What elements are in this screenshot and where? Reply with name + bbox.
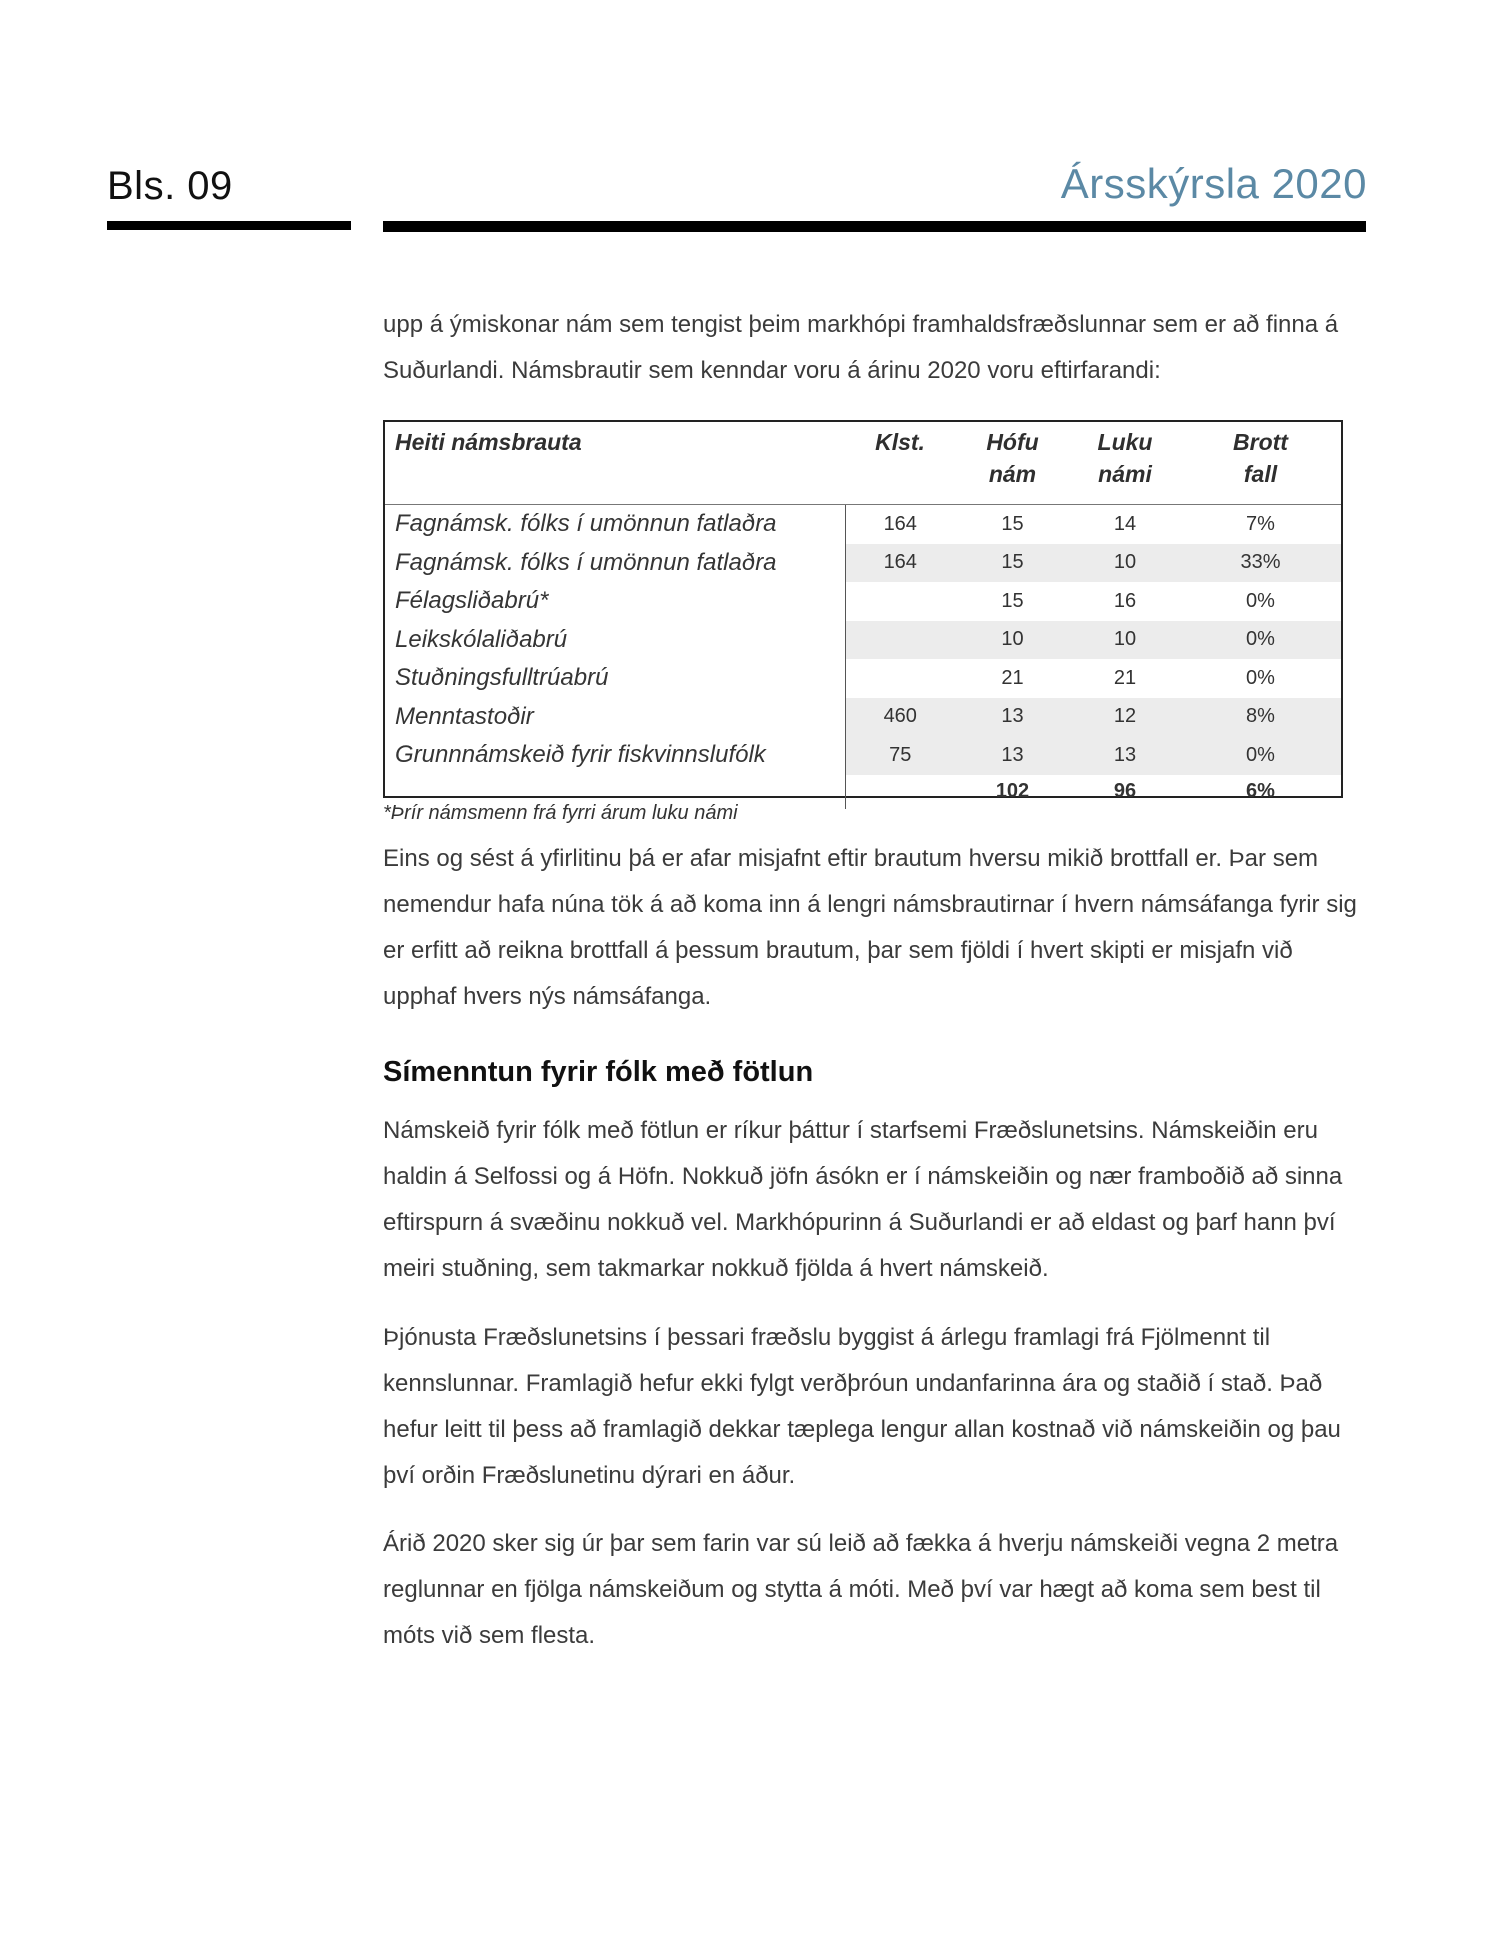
course-name: Leikskólaliðabrú [385,621,845,660]
table-row [385,736,1341,775]
header-rule-left [107,221,351,230]
header-dropout-line1: Brott [1233,429,1288,455]
course-name: Grunnnámskeið fyrir fiskvinnslufólk [385,736,845,775]
table-row [385,659,1341,698]
table-row [385,544,1341,583]
paragraph-text: Námskeið fyrir fólk með fötlun er ríkur þáttur í starfsemi Fræðslunetsins. Námskeiðin eru haldin á Selfossi og á Höfn. Nokkuð jöfn ásókn er í námskeiðin og nær framboðið að sinna eftirspurn á svæðinu nokkuð vel. Markhópurinn á Suðurlandi er að eldast og þarf hann því meiri stuðning, sem takmarkar nokkuð fjölda á hvert námskeið. [383,1117,1343,1282]
course-completed: 10 [1070,544,1180,583]
table-row [385,505,1341,544]
courses-table [383,420,1343,802]
course-dropout: 0% [1246,589,1275,612]
total-hours [845,775,955,809]
section-heading: Símenntun fyrir fólk með fötlun [383,1056,814,1088]
course-hours [845,659,955,698]
course-name: Fagnámsk. fólks í umönnun fatlaðra [385,505,845,544]
total-started: 102 [995,780,1030,802]
course-completed: 10 [1070,621,1180,660]
header-rule-right [383,221,1366,232]
course-started: 15 [1001,512,1024,535]
header-completed-line1: Luku [1097,429,1153,455]
course-hours [845,582,955,621]
course-started: 13 [955,698,1070,737]
section-paragraph-1 [383,1108,1368,1292]
course-hours: 460 [845,698,955,737]
paragraph-text: Árið 2020 sker sig úr þar sem farin var sú leið að fækka á hverju námskeiði vegna 2 metra reglunnar en fjölga námskeiðum og stytta á móti. Með því var hægt að koma sem best til móts við sem flesta. [383,1530,1339,1649]
course-dropout: 0% [1180,621,1341,660]
course-started: 21 [1001,666,1024,689]
table-header-row [385,422,1341,505]
course-completed: 12 [1070,698,1180,737]
table-row [385,621,1341,660]
course-dropout: 8% [1180,698,1341,737]
course-started: 10 [955,621,1070,660]
course-started: 15 [955,544,1070,583]
total-dropout: 6% [1246,780,1275,802]
courses-table-grid [385,422,1341,809]
header-course-name: Heiti námsbrauta [385,422,845,505]
header-completed-line2: námi [1098,461,1152,487]
course-completed: 16 [1113,589,1137,612]
course-dropout: 0% [1180,736,1341,775]
header-started-line2: nám [988,461,1037,487]
intro-paragraph [383,302,1368,394]
section-paragraph-2 [383,1315,1368,1499]
course-dropout: 33% [1180,544,1341,583]
course-completed: 13 [1070,736,1180,775]
header-completed [1070,422,1180,505]
page-number: Bls. 09 [107,164,233,208]
course-started: 13 [955,736,1070,775]
course-dropout: 7% [1246,512,1275,535]
header-dropout [1180,422,1341,505]
header-started-line1: Hófu [986,429,1039,455]
total-completed: 96 [1113,780,1137,802]
course-completed: 14 [1113,512,1137,535]
course-hours: 164 [883,512,917,535]
table-footnote: *Þrír námsmenn frá fyrri árum luku námi [383,802,738,824]
intro-text: upp á ýmiskonar nám sem tengist þeim markhópi framhaldsfræðslunnar sem er að finna á Suðurlandi. Námsbrautir sem kenndar voru á árinu 2020 voru eftirfarandi: [383,311,1339,384]
report-title: Ársskýrsla 2020 [1060,160,1367,207]
section-paragraph-3 [383,1521,1368,1659]
course-hours [845,621,955,660]
course-name: Félagsliðabrú* [385,582,845,621]
course-started: 15 [1001,589,1024,612]
header-hours: Klst. [845,422,955,505]
dropout-text: Eins og sést á yfirlitinu þá er afar misjafnt eftir brautum hversu mikið brottfall er. Þar sem nemendur hafa núna tök á að koma inn á lengri námsbrautirnar í hvern námsáfanga fyrir sig er erfitt að reikna brottfall á þessum brautum, þar sem fjöldi í hvert skipti er misjafn við upphaf hvers nýs námsáfanga. [383,845,1357,1010]
course-name: Fagnámsk. fólks í umönnun fatlaðra [385,544,845,583]
header-dropout-line2: fall [1243,461,1278,487]
course-hours: 75 [845,736,955,775]
course-completed: 21 [1113,666,1137,689]
table-row [385,698,1341,737]
paragraph-text: Þjónusta Fræðslunetsins í þessari fræðslu byggist á árlegu framlagi frá Fjölmennt til kennslunnar. Framlagið hefur ekki fylgt verðþróun undanfarinna ára og staðið í stað. Það hefur leitt til þess að framlagið dekkar tæplega lengur allan kostnað við námskeiðin og þau því orðin Fræðslunetinu dýrari en áður. [383,1324,1341,1489]
header-started [955,422,1070,505]
course-name: Menntastoðir [385,698,845,737]
course-name: Stuðningsfulltrúabrú [385,659,845,698]
course-dropout: 0% [1246,666,1275,689]
course-hours: 164 [845,544,955,583]
dropout-paragraph [383,836,1368,1020]
table-row [385,582,1341,621]
